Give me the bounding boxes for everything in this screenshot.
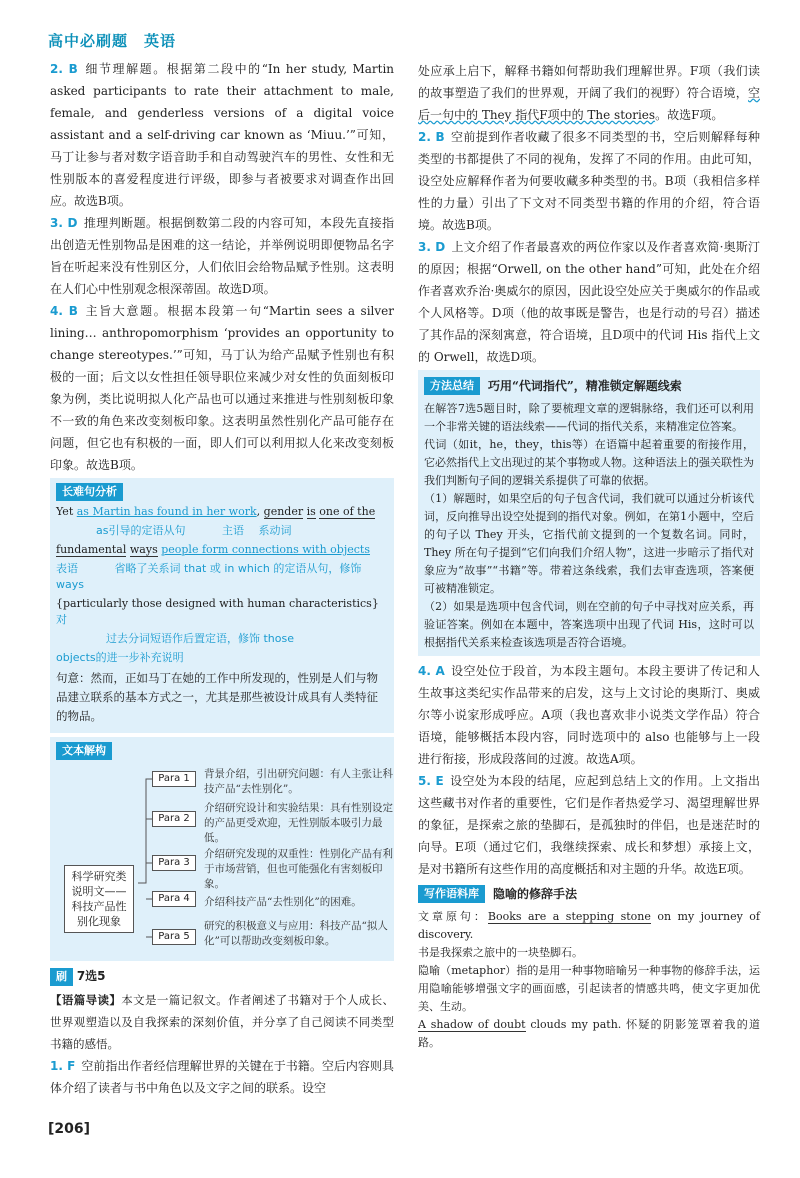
highlighted-clue: 空后一句中的 They 指代F项中的 The stories <box>418 86 760 122</box>
answer-1-continued <box>418 60 760 126</box>
metaphor-explanation: 隐喻（metaphor）指的是用一种事物暗喻另一种事物的修辞手法，运用隐喻能够增强文字的画面感，引起读者的情感共鸣，使文字更加优美、生动。 <box>418 964 760 1013</box>
answer-3 <box>418 236 760 368</box>
answer-number: 4. B <box>50 304 78 318</box>
para-4-summary: 介绍科技产品“去性别化”的困难。 <box>204 896 362 908</box>
answer-4 <box>418 660 760 770</box>
page-number: [206] <box>48 1121 91 1137</box>
right-column <box>418 60 760 1056</box>
answer-text: 设空处为本段的结尾，应起到总结上文的作用。上文指出这些藏书对作者的重要性，它们是作者热爱学习、渴望理解世界的象征，是探索之旅的垫脚石，是孤独时的伴侣，也是迷茫时的向导。E项（通过它们，我继续探索、成长和梦想）承接上文，是对书籍所有这些作用的高度概括和对主题的升华。故选E项。 <box>418 774 760 876</box>
analysis-note: 系动词 <box>258 524 292 537</box>
answer-text: 细节理解题。根据第二段中的“In her study, Martin asked participants to rate their attachment to male, female, and genderless versions of a digital voice assistant and a self-driving car known as ‘Miuu.’”可知，马丁让参与者对数字语音助手和自动驾驶汽车的男性、女性和无性别版本的喜爱程度进行评级，即参与者被要求对调查作出回应。故选B项。 <box>50 62 395 208</box>
para-1-node: Para 1 <box>152 771 196 787</box>
guide-label: 【语篇导读】 <box>50 993 122 1007</box>
part-heading <box>50 965 394 989</box>
method-paragraph: （2）如果是选项中包含代词，则在空前的句子中寻找对应关系，再验证答案。例如在本题中，答案选项中出现了代词 His，这时可以根据指代关系来检查该选项是否符合语境。 <box>424 600 754 649</box>
example-sentence <box>418 1016 760 1052</box>
analysis-note: 省略了关系词 that 或 in which 的定语从句，修饰 ways <box>56 562 362 591</box>
answer-2 <box>418 126 760 236</box>
answer-text: 上文介绍了作者最喜欢的两位作家以及作者喜欢简·奥斯汀的原因；根据“Orwell, on the other hand”可知，此处在介绍作者喜欢乔治·奥威尔的原因，因此设空处应关于奥威尔的作品或个人风格等。D项（他的故事既是警告，也是行动的号召）描述了其作品的深刻寓意，符合语境，且D项中的代词 His 指代上文的 Orwell，故选D项。 <box>418 240 761 364</box>
answer-number: 1. F <box>50 1059 76 1073</box>
mind-map-root: 科学研究类说明文——科技产品性别化现象 <box>64 865 134 933</box>
method-paragraph: 在解答7选5题目时，除了要梳理文章的逻辑脉络，我们还可以利用一个非常关键的语法线索——代词的指代关系，来精准定位答案。 <box>424 402 754 433</box>
para-1-summary: 背景介绍，引出研究问题：有人主张让科技产品“去性别化”。 <box>204 768 393 795</box>
analysis-note: 过去分词短语作后置定语，修饰 those <box>106 632 295 645</box>
part-title: 7选5 <box>76 969 106 983</box>
analysis-clause: as Martin has found in her work <box>76 505 257 518</box>
analysis-phrase: {particularly those designed with human characteristics} <box>56 597 379 610</box>
original-label: 文章原句： <box>418 910 488 923</box>
translation: 书是我探索之旅中的一块垫脚石。 <box>418 946 583 959</box>
guide-text: 本文是一篇记叙文。作者阐述了书籍对于个人成长、世界观塑造以及自我探索的深刻价值，并分享了自己阅读不同类型书籍的感悟。 <box>50 993 394 1051</box>
sentence-meaning: 句意：然而，正如马丁在她的工作中所发现的，性别是人们与物品建立联系的基本方式之一，尤其是那些被设计成具有人类特征的物品。 <box>56 671 378 723</box>
answer-text: 空前提到作者收藏了很多不同类型的书，空后则解释每种类型的书都提供了不同的视角，发挥了不同的作用。由此可知，设空处应解释作者为何要收藏多种类型的书。B项（我相信多样性的力量）引出了下文对不同类型书籍的作用的介绍，符合语境。故选B项。 <box>418 130 760 232</box>
mind-map <box>56 767 393 957</box>
answer-text: 设空处位于段首，为本段主题句。本段主要讲了传记和人生故事这类纪实作品带来的启发，这与上文讨论的奥斯汀、奥威尔等小说家形成呼应。A项（我也喜欢非小说类文学作品）符合语境，能够概括本段内容，同时选项中的 also 也能够与上一段进行衔接，形成段落间的过渡。故选A项。 <box>418 664 760 766</box>
answer-number: 3. D <box>418 240 446 254</box>
para-2-node: Para 2 <box>152 811 196 827</box>
sentence-rest: on my journey of discovery. <box>418 910 760 941</box>
passage-guide <box>50 989 394 1055</box>
analysis-predicative: one of the <box>319 505 376 518</box>
answer-number: 3. D <box>50 216 78 230</box>
left-column <box>50 58 394 1099</box>
metaphor-phrase: Books are a stepping stone <box>487 910 651 923</box>
writing-tag: 写作语料库 <box>418 885 485 903</box>
answer-1 <box>50 1055 394 1099</box>
text-structure-tag: 文本解构 <box>56 742 112 760</box>
answer-text: 处应承上启下，解释书籍如何帮助我们理解世界。F项（我们读的故事塑造了我们的世界观，开阔了我们的视野）符合语境， <box>418 64 760 100</box>
method-title: 巧用“代词指代”，精准锁定解题线索 <box>488 379 682 393</box>
analysis-notes-1 <box>56 523 388 539</box>
method-summary-box <box>418 370 760 656</box>
para-3-summary: 介绍研究发现的双重性：性别化产品有利于市场营销，但也可能强化有害刻板印象。 <box>204 848 393 890</box>
page-header: 高中必刷题 英语 <box>48 32 177 50</box>
answer-text: 推理判断题。根据倒数第二段的内容可知，本段先直接指出创造无性别物品是困难的这一结论，并举例说明即便物品名字旨在听起来没有性别区分，人们依旧会给物品赋予性别。这表明在人们心中性别观念根深蒂固。故选D项。 <box>50 216 394 296</box>
para-2-summary: 介绍研究设计和实验结果：具有性别设定的产品更受欢迎，无性别版本吸引力最低。 <box>204 802 393 844</box>
answer-text: 。故选F项。 <box>655 108 724 122</box>
answer-text: 主旨大意题。根据本段第一句“Martin sees a silver lining… anthropomorphism ‘provides an opportunity to change stereotypes.’”可知，马丁认为给产品赋予性别也有积极的一面；后文以女性担任领导职位来减少对女性的负面刻板印象为例，类比说明拟人化产品也可以通过来推进与性别刻板印象不一致的角色来改变刻板印象。这表明虽然性别化产品可能存在问题，但它也有积极的一面，即人们可以利用拟人化来改变刻板印象。故选B项。 <box>50 304 394 472</box>
analysis-line-1: Yet as Martin has found in her work, gender is one of the <box>56 505 376 518</box>
para-5-node: Para 5 <box>152 929 196 945</box>
analysis-word: ways <box>129 543 158 556</box>
writing-title: 隐喻的修辞手法 <box>493 887 578 901</box>
para-3-node: Para 3 <box>152 855 196 871</box>
answer-3 <box>50 212 394 300</box>
answer-number: 2. B <box>50 62 78 76</box>
text-structure-box <box>50 737 394 961</box>
para-4-node: Para 4 <box>152 891 196 907</box>
analysis-verb: is <box>306 505 316 518</box>
method-tag: 方法总结 <box>424 377 480 395</box>
analysis-word: fundamental <box>56 543 127 556</box>
sentence-analysis-box <box>50 478 394 733</box>
analysis-notes-2 <box>56 561 388 593</box>
original-sentence <box>418 908 760 944</box>
method-paragraph: （1）解题时，如果空后的句子包含代词，我们就可以通过分析该代词，反向推导出设空处提到的指代对象。例如，在第1小题中，空后的句子以 They 开头，它指代前文提到的一个复数名词。同时，They 所在句子提到“它们向我们介绍人物”，这进一步暗示了指代对象应为“故事”“书籍”等。带着这条线索，我们去审查选项，答案便可被精准锁定。 <box>424 492 754 595</box>
sentence-analysis-tag: 长难句分析 <box>56 483 123 501</box>
analysis-line-3 <box>56 596 388 628</box>
method-heading <box>424 374 754 398</box>
method-paragraph: 代词（如it，he，they，this等）在语篇中起着重要的衔接作用，它必然指代上文出现过的某个事物或人物。这种语法上的强关联性为我们判断句子间的逻辑关系提供了可靠的依据。 <box>424 438 754 487</box>
analysis-line-2 <box>56 542 388 558</box>
answer-text: 空前指出作者经信理解世界的关键在于书籍。空后内容则具体介绍了读者与书中角色以及文字之间的联系。设空 <box>50 1059 394 1095</box>
answer-number: 5. E <box>418 774 444 788</box>
para-5-summary: 研究的积极意义与应用：科技产品“拟人化”可以帮助改变刻板印象。 <box>204 920 388 947</box>
metaphor-phrase: A shadow of doubt <box>418 1018 526 1031</box>
analysis-subject: gender <box>263 505 304 518</box>
analysis-clause: people form connections with objects <box>161 543 370 556</box>
answer-number: 4. A <box>418 664 445 678</box>
analysis-note: 对 <box>56 613 67 626</box>
answer-4 <box>50 300 394 476</box>
answer-number: 2. B <box>418 130 445 144</box>
answer-2 <box>50 58 394 212</box>
analysis-note: as引导的定语从句 <box>96 524 186 537</box>
analysis-note: 主语 <box>221 524 244 537</box>
answer-5 <box>418 770 760 880</box>
writing-corpus-box <box>418 882 760 1052</box>
sentence-rest: clouds my path. 怀疑的阴影笼罩着我的道路。 <box>418 1018 760 1049</box>
analysis-note: objects的进一步补充说明 <box>56 651 184 664</box>
writing-heading <box>418 882 760 906</box>
analysis-note: 表语 <box>56 562 78 575</box>
analysis-word: Yet <box>56 505 74 518</box>
part-tag: 刷 <box>50 968 73 986</box>
